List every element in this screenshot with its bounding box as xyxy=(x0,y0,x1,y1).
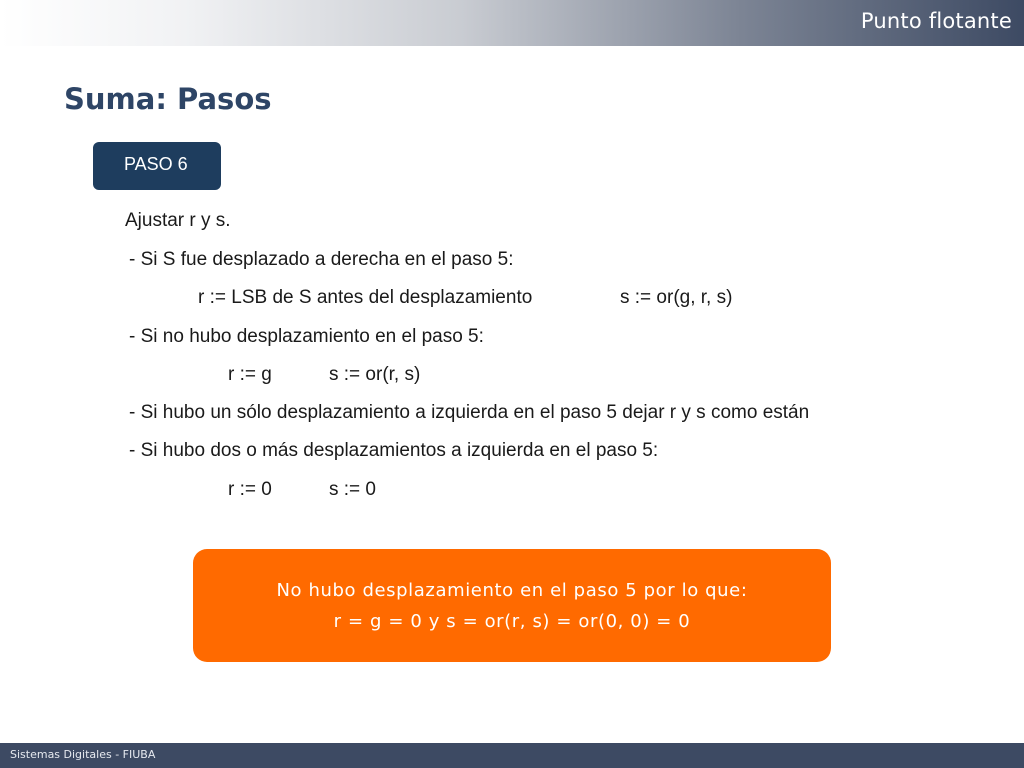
step-badge: PASO 6 xyxy=(93,142,221,190)
case-multi-left-shift-s: s := 0 xyxy=(329,479,376,500)
case-single-left-shift: - Si hubo un sólo desplazamiento a izquierda en el paso 5 dejar r y s como están xyxy=(129,402,810,423)
section-title: Punto flotante xyxy=(860,9,1012,33)
callout-line-1: No hubo desplazamiento en el paso 5 por lo que: xyxy=(276,580,748,601)
callout-line-2: r = g = 0 y s = or(r, s) = or(0, 0) = 0 xyxy=(333,611,691,632)
footer-text: Sistemas Digitales - FIUBA xyxy=(10,748,156,761)
page-title: Suma: Pasos xyxy=(64,82,272,116)
case-multi-left-shift: - Si hubo dos o más desplazamientos a izquierda en el paso 5: xyxy=(129,440,659,461)
case-no-shift-r: r := g xyxy=(228,364,272,385)
intro-line: Ajustar r y s. xyxy=(125,210,231,231)
case-shift-right: - Si S fue desplazado a derecha en el paso 5: xyxy=(129,249,514,270)
case-shift-right-r: r := LSB de S antes del desplazamiento xyxy=(198,287,533,308)
result-callout xyxy=(193,549,831,662)
case-no-shift-s: s := or(r, s) xyxy=(329,364,421,385)
footer-band xyxy=(0,743,1024,768)
case-multi-left-shift-r: r := 0 xyxy=(228,479,272,500)
case-shift-right-s: s := or(g, r, s) xyxy=(620,287,733,308)
case-no-shift: - Si no hubo desplazamiento en el paso 5: xyxy=(129,326,484,347)
